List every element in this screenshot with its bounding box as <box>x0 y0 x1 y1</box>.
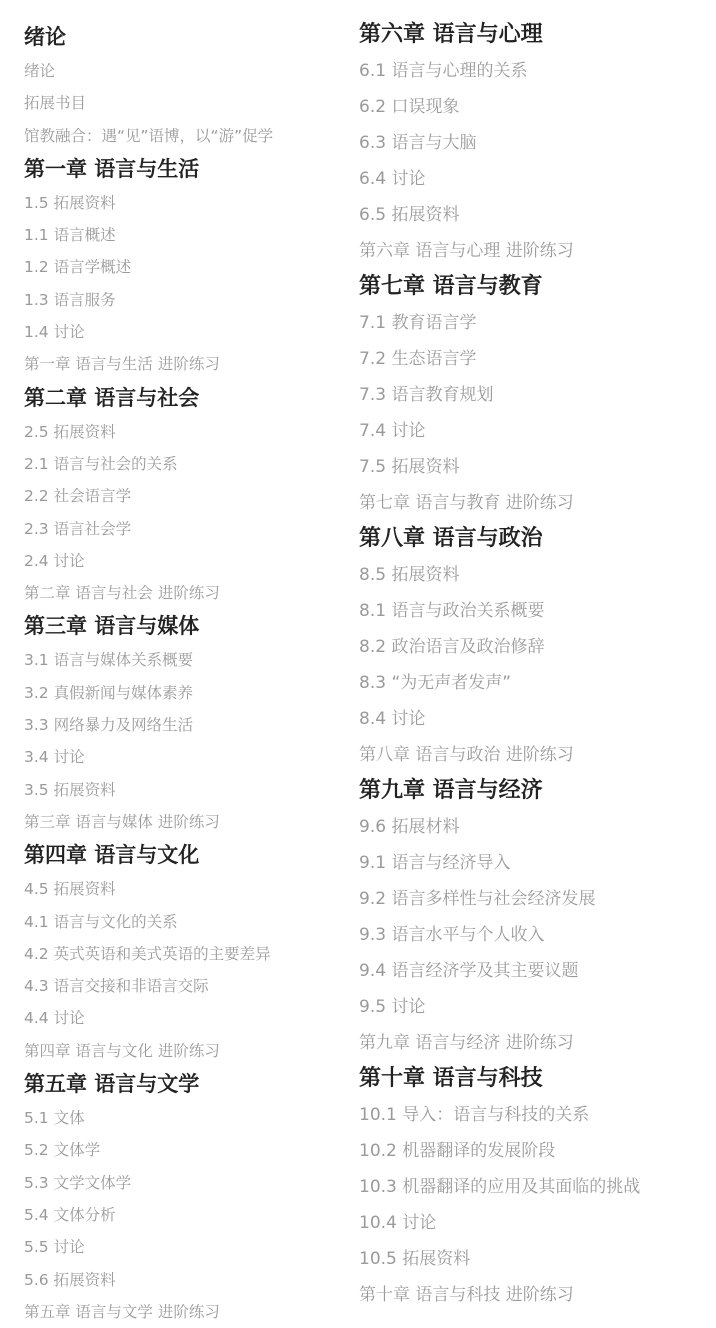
toc-item-link[interactable]: 第二章 语言与社会 进阶练习 <box>24 584 220 603</box>
toc-item-link[interactable]: 8.2 政治语言及政治修辞 <box>359 637 545 657</box>
toc-item-link[interactable]: 6.2 口误现象 <box>359 97 460 117</box>
toc-item-link[interactable]: 第三章 语言与媒体 进阶练习 <box>24 812 220 831</box>
toc-item-link[interactable]: 1.5 拓展资料 <box>24 193 116 212</box>
toc-item-link[interactable]: 1.2 语言学概述 <box>24 258 132 277</box>
toc-item-link[interactable]: 5.3 文学文体学 <box>24 1173 132 1192</box>
toc-item-link[interactable]: 4.4 讨论 <box>24 1009 85 1028</box>
toc-item-link[interactable]: 4.3 语言交接和非语言交际 <box>24 977 209 996</box>
toc-item-link[interactable]: 2.4 讨论 <box>24 551 85 570</box>
toc-item-link[interactable]: 3.5 拓展资料 <box>24 780 116 799</box>
toc-item-link[interactable]: 7.4 讨论 <box>359 421 426 441</box>
toc-item-link[interactable]: 第五章 语言与文学 进阶练习 <box>24 1302 220 1321</box>
toc-item-link[interactable]: 1.1 语言概述 <box>24 226 116 245</box>
toc-item-link[interactable]: 3.1 语言与媒体关系概要 <box>24 651 194 670</box>
chapter-title[interactable]: 第五章 语言与文学 <box>24 1072 200 1097</box>
toc-item-link[interactable]: 6.5 拓展资料 <box>359 205 460 225</box>
toc-item-link[interactable]: 5.2 文体学 <box>24 1141 101 1160</box>
chapter-section <box>359 773 711 1061</box>
toc-item-link[interactable]: 2.3 语言社会学 <box>24 519 132 538</box>
toc-item-link[interactable]: 2.1 语言与社会的关系 <box>24 454 178 473</box>
chapter-title[interactable]: 绪论 <box>24 25 66 49</box>
chapter-section <box>24 838 344 1067</box>
toc-item-link[interactable]: 第十章 语言与科技 进阶练习 <box>359 1285 574 1305</box>
toc-item-link[interactable]: 4.1 语言与文化的关系 <box>24 912 178 931</box>
chapter-title[interactable]: 第三章 语言与媒体 <box>24 614 200 639</box>
toc-item-link[interactable]: 第六章 语言与心理 进阶练习 <box>359 241 574 261</box>
chapter-section <box>24 152 344 381</box>
chapter-title[interactable]: 第十章 语言与科技 <box>359 1066 543 1091</box>
chapter-section <box>359 269 711 521</box>
toc-item-link[interactable]: 10.1 导入：语言与科技的关系 <box>359 1105 590 1125</box>
chapter-title[interactable]: 第二章 语言与社会 <box>24 385 200 410</box>
toc-item-link[interactable]: 10.5 拓展资料 <box>359 1249 471 1269</box>
toc-item-link[interactable]: 5.5 讨论 <box>24 1238 85 1257</box>
toc-item-link[interactable]: 馆教融合：遇“见”语博，以“游”促学 <box>24 126 274 145</box>
toc-item-link[interactable]: 9.1 语言与经济导入 <box>359 853 511 873</box>
toc-item-link[interactable]: 1.4 讨论 <box>24 323 85 342</box>
toc-item-link[interactable]: 第九章 语言与经济 进阶练习 <box>359 1033 574 1053</box>
chapter-title[interactable]: 第七章 语言与教育 <box>359 274 543 299</box>
toc-item-link[interactable]: 第八章 语言与政治 进阶练习 <box>359 745 574 765</box>
toc-item-link[interactable]: 7.5 拓展资料 <box>359 457 460 477</box>
toc-item-link[interactable]: 5.1 文体 <box>24 1109 85 1128</box>
toc-item-link[interactable]: 6.4 讨论 <box>359 169 426 189</box>
chapter-section <box>359 17 711 269</box>
toc-item-link[interactable]: 7.1 教育语言学 <box>359 313 477 333</box>
left-column <box>24 0 344 1328</box>
toc-item-link[interactable]: 3.4 讨论 <box>24 748 85 767</box>
toc-item-link[interactable]: 9.2 语言多样性与社会经济发展 <box>359 889 596 909</box>
toc-item-link[interactable]: 5.4 文体分析 <box>24 1205 116 1224</box>
chapter-title[interactable]: 第四章 语言与文化 <box>24 843 200 868</box>
chapter-title[interactable]: 第一章 语言与生活 <box>24 156 200 181</box>
toc-item-link[interactable]: 9.4 语言经济学及其主要议题 <box>359 961 579 981</box>
toc-item-link[interactable]: 2.5 拓展资料 <box>24 422 116 441</box>
toc-item-link[interactable]: 7.3 语言教育规划 <box>359 385 494 405</box>
chapter-section <box>359 521 711 773</box>
toc-item-link[interactable]: 4.2 英式英语和美式英语的主要差异 <box>24 944 271 963</box>
toc-item-link[interactable]: 5.6 拓展资料 <box>24 1270 116 1289</box>
toc-item-link[interactable]: 9.5 讨论 <box>359 997 426 1017</box>
toc-item-link[interactable]: 9.3 语言水平与个人收入 <box>359 925 545 945</box>
toc-item-link[interactable]: 2.2 社会语言学 <box>24 487 132 506</box>
chapter-section <box>24 20 344 152</box>
toc-item-link[interactable]: 1.3 语言服务 <box>24 290 116 309</box>
toc-item-link[interactable]: 3.2 真假新闻与媒体素养 <box>24 683 194 702</box>
toc-item-link[interactable]: 9.6 拓展材料 <box>359 817 460 837</box>
toc-item-link[interactable]: 第七章 语言与教育 进阶练习 <box>359 493 574 513</box>
toc-item-link[interactable]: 7.2 生态语言学 <box>359 349 477 369</box>
toc-item-link[interactable]: 10.3 机器翻译的应用及其面临的挑战 <box>359 1177 641 1197</box>
toc-item-link[interactable]: 8.1 语言与政治关系概要 <box>359 601 545 621</box>
toc-item-link[interactable]: 4.5 拓展资料 <box>24 880 116 899</box>
toc-item-link[interactable]: 8.3 “为无声者发声” <box>359 673 512 693</box>
chapter-section <box>359 1061 711 1313</box>
chapter-title[interactable]: 第六章 语言与心理 <box>359 22 543 47</box>
toc-item-link[interactable]: 8.5 拓展资料 <box>359 565 460 585</box>
toc-item-link[interactable]: 10.4 讨论 <box>359 1213 437 1233</box>
toc-item-link[interactable]: 第四章 语言与文化 进阶练习 <box>24 1041 220 1060</box>
toc-item-link[interactable]: 第一章 语言与生活 进阶练习 <box>24 355 220 374</box>
toc-item-link[interactable]: 6.3 语言与大脑 <box>359 133 477 153</box>
chapter-section <box>24 1067 344 1328</box>
toc-item-link[interactable]: 8.4 讨论 <box>359 709 426 729</box>
chapter-section <box>24 609 344 838</box>
toc-item-link[interactable]: 绪论 <box>24 62 56 80</box>
right-column <box>359 0 711 1313</box>
toc-item-link[interactable]: 3.3 网络暴力及网络生活 <box>24 716 194 735</box>
chapter-title[interactable]: 第九章 语言与经济 <box>359 778 543 803</box>
toc-item-link[interactable]: 10.2 机器翻译的发展阶段 <box>359 1141 556 1161</box>
chapter-title[interactable]: 第八章 语言与政治 <box>359 526 543 551</box>
toc-item-link[interactable]: 拓展书目 <box>24 94 87 113</box>
chapter-section <box>24 381 344 610</box>
toc-item-link[interactable]: 6.1 语言与心理的关系 <box>359 61 528 81</box>
